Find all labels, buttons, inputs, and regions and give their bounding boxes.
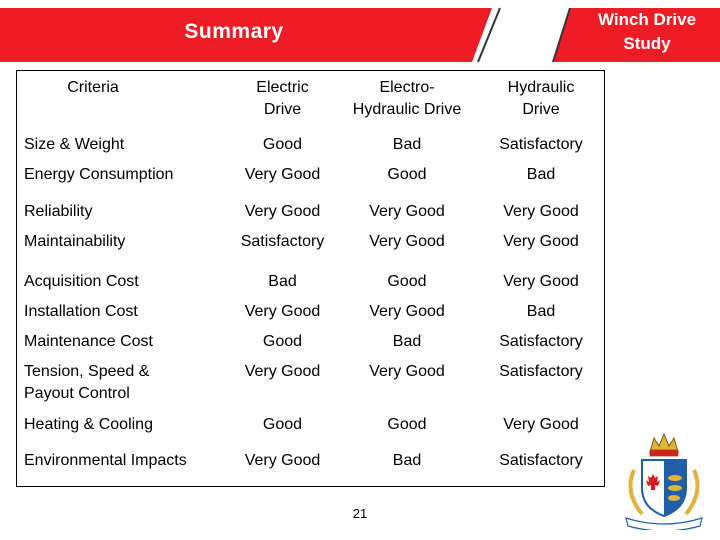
hydraulic-cell: Very Good [503,233,579,250]
electro-hydraulic-cell: Good [387,416,427,433]
header-electro-hydraulic-line2: Hydraulic Drive [352,101,462,118]
electric-cell: Very Good [244,452,321,469]
criteria-cell: Reliability [24,203,93,220]
hydraulic-cell: Bad [526,166,556,183]
header-electric-line1: Electric [256,79,309,96]
criteria-cell: Maintainability [24,233,126,250]
study-label-line1: Winch Drive [597,10,697,29]
hydraulic-cell: Satisfactory [499,136,583,153]
hydraulic-cell: Very Good [503,273,579,290]
header-criteria-label: Criteria [67,79,119,96]
header-hydraulic-line1: Hydraulic [507,79,575,96]
electro-hydraulic-cell: Very Good [369,363,445,380]
table-row [16,271,605,293]
criteria-line1: Tension, Speed & [24,363,150,380]
criteria-cell [16,361,222,405]
criteria-cell: Acquisition Cost [24,273,139,290]
hydraulic-cell: Very Good [503,416,579,433]
hydraulic-cell: Satisfactory [499,452,583,469]
electric-cell: Very Good [244,363,321,380]
electro-hydraulic-cell: Bad [392,136,422,153]
criteria-cell: Size & Weight [24,136,125,153]
electric-cell: Good [262,416,303,433]
table-row [16,361,605,405]
crest-logo [612,430,716,535]
criteria-cell: Environmental Impacts [24,452,187,469]
header-electric-line2: Drive [263,101,302,118]
electro-hydraulic-cell: Bad [392,333,422,350]
table-row [16,164,605,186]
hydraulic-cell: Bad [526,303,556,320]
header-criteria [16,77,222,121]
hydraulic-cell: Satisfactory [499,363,583,380]
electro-hydraulic-cell: Very Good [369,303,445,320]
header-electric-drive [222,77,337,121]
table-row [16,201,605,223]
criteria-cell: Heating & Cooling [24,416,153,433]
table-row [16,231,605,253]
table-row [16,134,605,156]
electric-cell: Satisfactory [240,233,325,250]
header-hydraulic-line2: Drive [522,101,560,118]
electro-hydraulic-cell: Very Good [369,233,445,250]
table-row [16,450,605,472]
criteria-cell: Energy Consumption [24,166,174,183]
header-electro-hydraulic-line1: Electro- [379,79,435,96]
header-electro-hydraulic-drive [337,77,477,121]
electric-cell: Good [262,136,303,153]
electro-hydraulic-cell: Very Good [369,203,445,220]
study-label-line2: Study [623,34,671,53]
banner-gap [481,8,553,62]
electro-hydraulic-cell: Good [387,166,427,183]
electric-cell: Very Good [244,303,321,320]
electric-cell: Bad [268,273,297,290]
electric-cell: Very Good [244,166,321,183]
table-row [16,301,605,323]
page-title: Summary [184,20,284,43]
header-banner [0,0,720,70]
table-header-row [16,77,605,121]
criteria-cell: Installation Cost [24,303,138,320]
page-number: 21 [352,506,368,521]
table-row [16,414,605,436]
hydraulic-cell: Satisfactory [499,333,583,350]
table-row [16,331,605,353]
hydraulic-cell: Very Good [503,203,579,220]
study-label [583,8,711,56]
criteria-line2: Payout Control [24,385,130,402]
crest-icon [612,430,716,530]
header-hydraulic-drive [477,77,605,121]
electro-hydraulic-cell: Good [387,273,427,290]
electro-hydraulic-cell: Bad [392,452,422,469]
electric-cell: Good [262,333,303,350]
electric-cell: Very Good [244,203,321,220]
criteria-cell: Maintenance Cost [24,333,153,350]
